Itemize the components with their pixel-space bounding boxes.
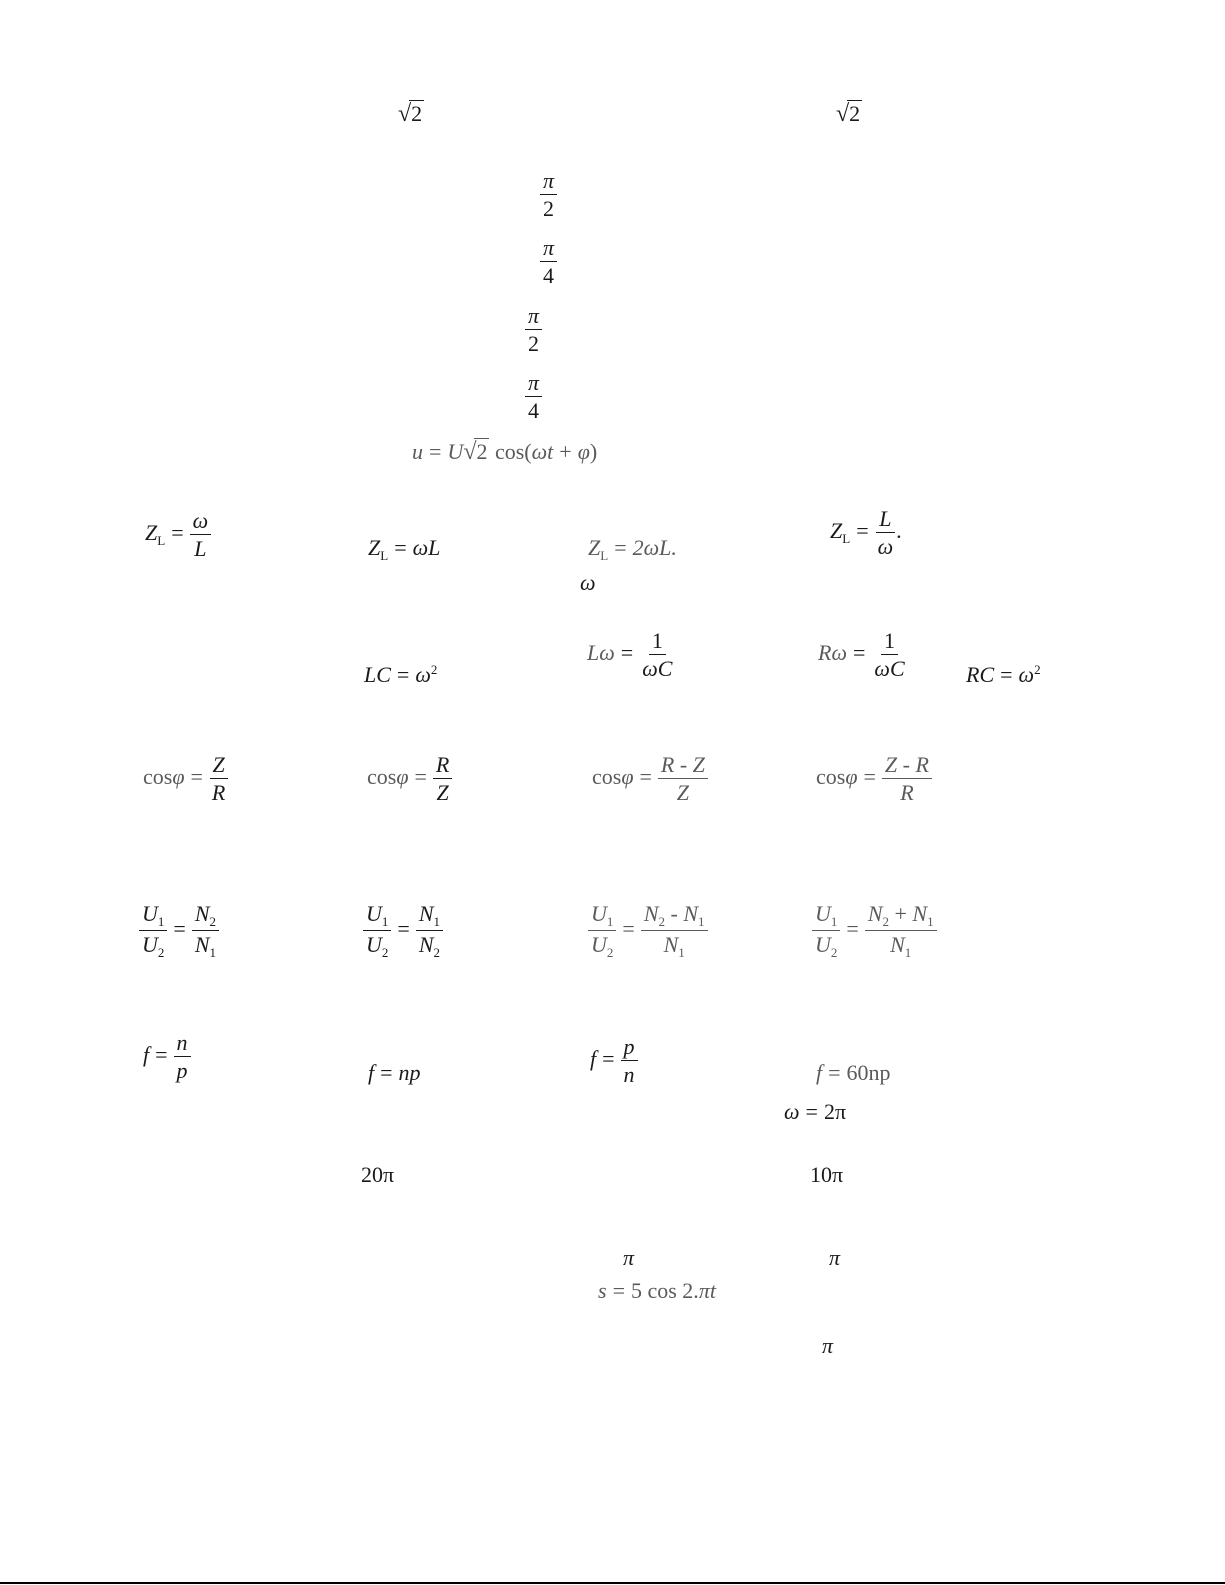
transformer-option-c: $\frac{U_1}{U_2}$ = $\frac{N_2 - N_1}{N_1}$ xyxy=(588,903,708,959)
zl-option-b: $Z_L = \omega L$ xyxy=(368,535,441,563)
page-bottom-rule xyxy=(0,1582,1225,1584)
transformer-option-b: $\frac{U_1}{U_2}$ = $\frac{N_1}{N_2}$ xyxy=(363,903,443,959)
transformer-option-d: $\frac{U_1}{U_2}$ = $\frac{N_2 + N_1}{N_1}$ xyxy=(812,903,937,959)
lc-option-b: Lω = $\frac{1}{\omega C}$ xyxy=(587,628,673,681)
lc-option-a: LC = $\omega^2$ xyxy=(364,662,438,687)
zl-option-c: $Z_L = 2\omega L$. xyxy=(588,535,677,563)
freq-option-d: f = 60np xyxy=(816,1060,891,1085)
pi-over-four-a: $\frac{\pi}{4}$ xyxy=(540,237,557,287)
omega-two-pi: ω = 2π xyxy=(784,1099,847,1124)
ten-pi: 10π xyxy=(810,1162,844,1187)
lc-option-d: RC = $\omega^2$ xyxy=(966,662,1041,687)
cosphi-option-b: cosφ = $\frac{R}{Z}$ xyxy=(367,754,452,804)
sqrt-two-right: √2 xyxy=(836,101,861,127)
pi-symbol-b: π xyxy=(829,1245,841,1270)
pi-symbol-c: π xyxy=(822,1333,834,1358)
zl-option-d: $Z_L$ = $\frac{L}{\omega}$ . xyxy=(830,506,902,559)
cosphi-option-c: cosφ = $\frac{R - Z}{Z}$ xyxy=(592,754,708,804)
cosphi-option-d: cosφ = $\frac{Z - R}{R}$ xyxy=(816,754,932,804)
pi-over-four-b: $\frac{\pi}{4}$ xyxy=(525,372,542,422)
transformer-option-a: $\frac{U_1}{U_2}$ = $\frac{N_2}{N_1}$ xyxy=(139,903,219,959)
pi-over-two-b: $\frac{\pi}{2}$ xyxy=(525,305,542,355)
sqrt-two-left: √2 xyxy=(398,101,423,127)
twenty-pi: 20π xyxy=(361,1162,395,1187)
zl-option-a: $Z_L$ = $\frac{\omega}{L}$ xyxy=(145,510,211,560)
voltage-formula: u = U√2 cos(ωt + φ) xyxy=(412,439,598,465)
cosphi-option-a: cosφ = $\frac{Z}{R}$ xyxy=(143,754,228,804)
displacement-formula: s = 5 cos 2.πt xyxy=(598,1278,716,1303)
omega-symbol: ω xyxy=(580,570,596,595)
freq-option-c: f = $\frac{p}{n}$ xyxy=(590,1036,638,1086)
lc-option-c: Rω = $\frac{1}{\omega C}$ xyxy=(818,628,905,681)
freq-option-a: f = $\frac{n}{p}$ xyxy=(143,1032,191,1082)
pi-over-two-a: $\frac{\pi}{2}$ xyxy=(540,170,557,220)
pi-symbol-a: π xyxy=(623,1245,635,1270)
freq-option-b: f = np xyxy=(368,1060,421,1085)
